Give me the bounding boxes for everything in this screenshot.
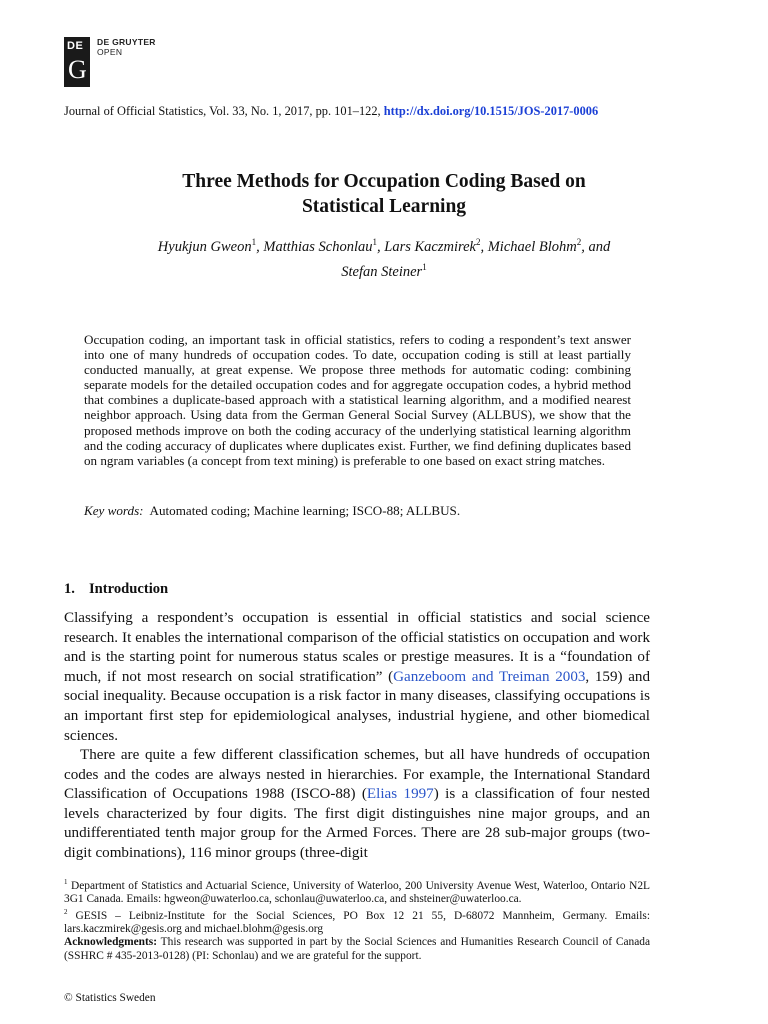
author-separator: , and (581, 238, 611, 255)
logo-mark-bottom: G (68, 55, 87, 84)
publisher-logo (64, 37, 156, 87)
publisher-line2: OPEN (97, 47, 123, 57)
author: Matthias Schonlau (263, 238, 373, 255)
affiliation-mark: 1 (422, 261, 427, 272)
title-line2: Statistical Learning (301, 196, 467, 217)
footnote-1 (64, 876, 650, 906)
journal-citation (64, 104, 598, 119)
section-heading (64, 581, 168, 598)
publisher-line1: DE GRUYTER (97, 37, 156, 47)
logo-mark-top: DE (67, 40, 84, 52)
footnote-text: GESIS – Leibniz-Institute for the Social Sciences, PO Box 12 21 55, D-68072 Mannheim, Germany. Emails: lars.kaczmirek@gesis.org and michael.blohm@gesis.org (64, 910, 650, 936)
keywords-text: Automated coding; Machine learning; ISCO-88; ALLBUS. (149, 503, 461, 518)
affiliation-mark: 2 (576, 237, 582, 247)
publisher-name (97, 37, 156, 57)
footnote-mark: 2 (64, 908, 68, 917)
doi-link[interactable]: http://dx.doi.org/10.1515/JOS-2017-0006 (383, 104, 599, 118)
author: Hyukjun Gweon (157, 238, 252, 255)
author-separator: , (480, 238, 488, 255)
copyright-notice: © Statistics Sweden (64, 992, 156, 1004)
paragraph-text: ) is a classification of four nested levels characterized by four digits. The first digit distinguishes nine major groups, and an undifferentiated tenth major group for the Armed Forces. There are 28 sub-major groups (two-digit combinations), 116 minor groups (three-digit (64, 786, 650, 861)
section-number: 1. (64, 581, 75, 597)
paragraph-text: There are quite a few different classification schemes, but all have hundreds of occupation codes and the codes are always nested in hierarchies. For example, the International Standard Classification of Occupations 1988 (ISCO-88) ( (64, 747, 650, 803)
keywords-label: Key words: (84, 503, 144, 518)
acknowledgments-text: This research was supported in part by the Social Sciences and Humanities Research Council of Canada (SSHRC # 435-2013-0128) (PI: Schonlau) and we are grateful for the support. (64, 936, 650, 962)
paper-title (64, 169, 704, 219)
title-line1: Three Methods for Occupation Coding Based on (182, 171, 586, 192)
body-paragraph (64, 746, 650, 864)
paragraph-text: , 159) and social inequality. Because occupation is a risk factor in many diseases, classifying occupations is an important first step for epidemiological analyses, industrial hygiene, and other biomedical sciences. (64, 668, 651, 744)
author-list (64, 232, 704, 282)
author: Stefan Steiner (341, 263, 423, 280)
footnotes (64, 876, 650, 963)
affiliation-mark: 1 (372, 237, 378, 247)
author-separator: , (377, 238, 385, 255)
degruyter-mark-icon (64, 37, 90, 87)
acknowledgments (64, 936, 650, 962)
abstract: Occupation coding, an important task in official statistics, refers to coding a respondent’s text answer into one of many hundreds of occupation codes. To date, occupation coding is still at least partially conducted manually, at great expense. We propose three methods for automatic coding: combining separate models for the detailed occupation codes and for aggregate occupation codes, a hybrid method that combines a duplicate-based approach with a statistical learning algorithm, and a modified nearest neighbor approach. Using data from the German General Social Survey (ALLBUS), we show that the proposed methods improve on both the coding accuracy of the underlying statistical learning algorithm and the coding accuracy of duplicates where duplicates exist. Further, we find defining duplicates based on ngram variables (a concept from text mining) is preferable to one based on exact string matches. (84, 332, 631, 468)
citation-link[interactable]: Elias 1997 (366, 786, 434, 803)
author-separator: , (256, 238, 264, 255)
body-paragraph (64, 609, 650, 746)
author: Lars Kaczmirek (384, 238, 476, 255)
acknowledgments-label: Acknowledgments: (64, 936, 158, 949)
journal-citation-text: Journal of Official Statistics, Vol. 33, No. 1, 2017, pp. 101–122, (64, 104, 384, 118)
keywords (84, 503, 460, 519)
affiliation-mark: 1 (251, 237, 257, 247)
footnote-2 (64, 906, 650, 936)
paragraph-text: Classifying a respondent’s occupation is essential in official statistics and social science research. It enables the international comparison of the official statistics on occupation and work and is the starting point for numerous status scales or prestige measures. It is a “foundation of much, if not most research on social stratification” ( (64, 610, 650, 685)
citation-link[interactable]: Ganzeboom and Treiman 2003 (393, 668, 586, 685)
affiliation-mark: 2 (475, 237, 481, 247)
footnote-text: Department of Statistics and Actuarial Science, University of Waterloo, 200 University Avenue West, Waterloo, Ontario N2L 3G1 Canada. Emails: hgweon@uwaterloo.ca, schonlau@uwaterloo.ca, and shsteiner@uwaterloo.ca. (64, 879, 650, 905)
footnote-mark: 1 (64, 878, 68, 886)
section-title: Introduction (88, 581, 169, 597)
author: Michael Blohm (487, 238, 577, 255)
